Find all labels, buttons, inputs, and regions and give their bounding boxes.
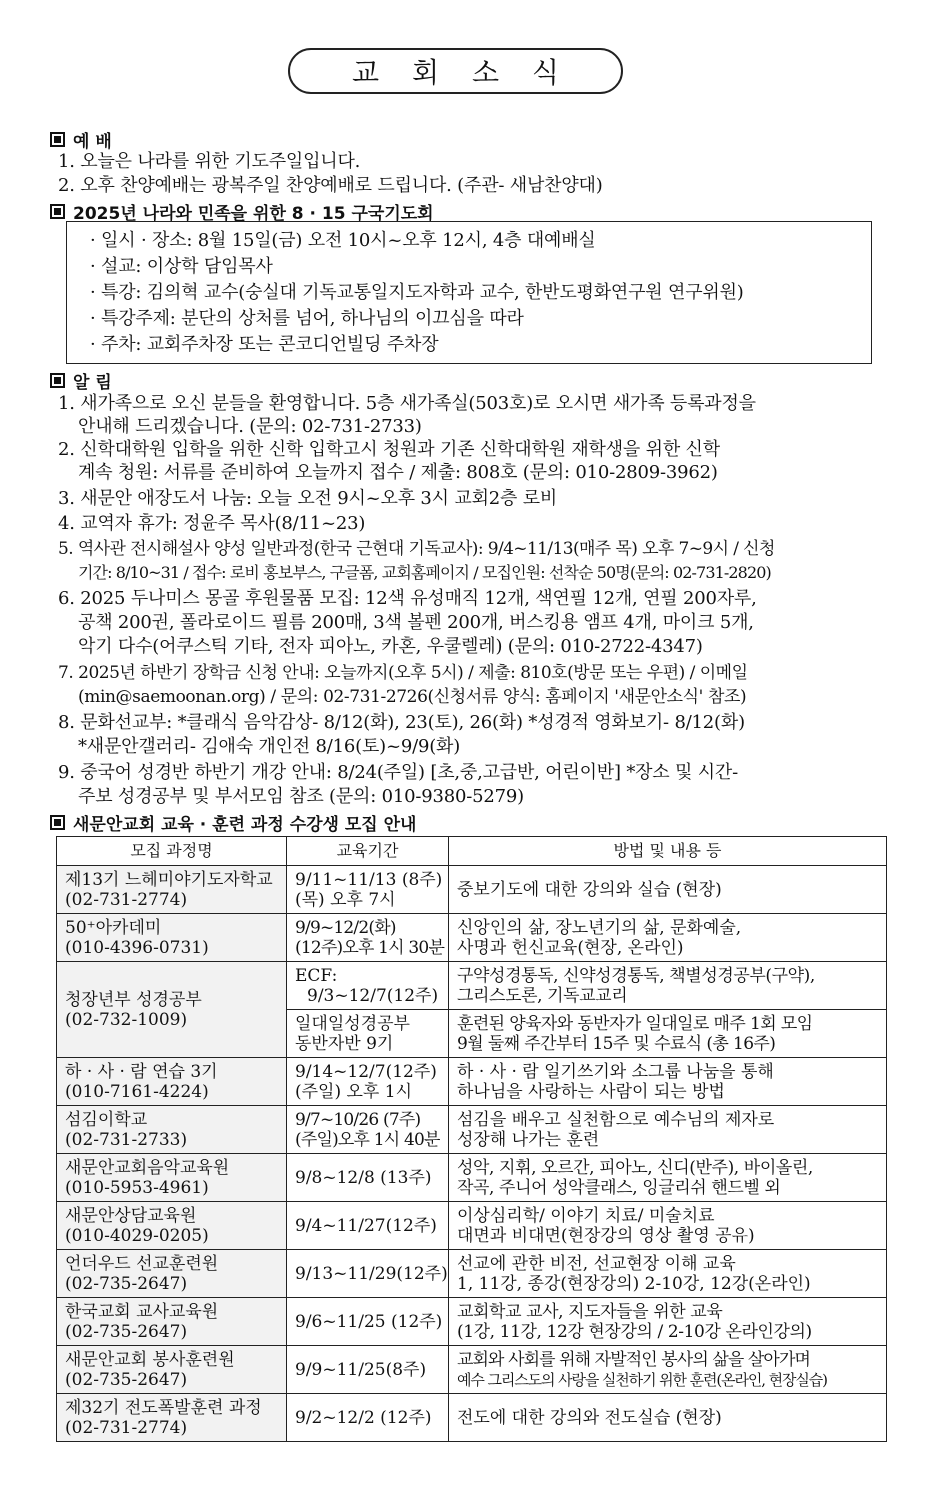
description-cell [449,1106,887,1154]
period-text: 9/2~12/2 (12주) [295,1407,432,1428]
course-contact: (02-731-2733) [65,1129,188,1150]
notice-line: 기간: 8/10~31 / 접수: 로비 홍보부스, 구글폼, 교회홈페이지 / 모집인원: 선착순 50명(문의: 02-731-2820) [78,563,771,582]
course-name: 새문안상담교육원 [65,1205,197,1226]
table-row [57,1202,887,1250]
notice-line: 1. 새가족으로 오신 분들을 환영합니다. 5층 새가족실(503호)로 오시면 새가족 등록과정을 [58,393,756,414]
section-heading-text: 새문안교회 교육 · 훈련 과정 수강생 모집 안내 [73,815,417,835]
education-table [56,836,887,1442]
description-text: 구약성경통독, 신약성경통독, 책별성경공부(구약), [457,965,815,986]
period-cell [287,1010,449,1058]
column-header: 모집 과정명 [57,837,287,866]
period-text: 일대일성경공부 [295,1013,410,1034]
course-name: 한국교회 교사교육원 [65,1301,219,1322]
period-text: ECF: [295,965,338,986]
notice-line: 5. 역사관 전시해설사 양성 일반과정(한국 근현대 기독교사): 9/4~11/13(매주 목) 오후 7~9시 / 신청 [58,539,775,559]
course-contact: (010-4396-0731) [65,937,209,958]
section-heading-text: 예 배 [73,132,112,152]
worship-item: 2. 오후 찬양예배는 광복주일 찬양예배로 드립니다. (주관- 새남찬양대) [58,175,603,196]
course-name-cell [57,1058,287,1106]
period-cell [287,1346,449,1394]
period-text: 9/7~10/26 (7주) [295,1109,421,1130]
description-cell [449,1154,887,1202]
period-text: 9/11~11/13 (8주) [295,869,443,890]
description-text: 9월 둘째 주간부터 15주 및 수료식 (총 16주) [457,1033,776,1054]
notice-line: 3. 새문안 애장도서 나눔: 오늘 오전 9시~오후 3시 교회2층 로비 [58,488,558,509]
prayer-item: · 주차: 교회주차장 또는 콘코디언빌딩 주차장 [90,334,439,355]
course-name-cell [57,866,287,914]
period-cell [287,1202,449,1250]
course-name: 제32기 전도폭발훈련 과정 [65,1397,262,1418]
description-cell [449,1250,887,1298]
course-name-cell [57,1250,287,1298]
description-cell [449,1010,887,1058]
section-heading-text: 알 림 [73,373,112,393]
description-text: 성장해 나가는 훈련 [457,1129,600,1150]
section-worship-heading [50,127,112,152]
course-contact: (010-5953-4961) [65,1177,209,1198]
table-row [57,1154,887,1202]
column-header: 교육기간 [287,837,449,866]
table-row [57,1346,887,1394]
section-education-heading [50,810,416,835]
period-text: 동반자반 9기 [295,1033,394,1054]
prayer-item: · 일시 · 장소: 8월 15일(금) 오전 10시~오후 12시, 4층 대예배실 [90,230,596,251]
course-name-cell [57,1298,287,1346]
description-text: 선교에 관한 비전, 선교현장 이해 교육 [457,1253,736,1274]
section-heading-text: 2025년 나라와 민족을 위한 8 · 15 구국기도회 [73,204,434,224]
description-text: 성악, 지휘, 오르간, 피아노, 신디(반주), 바이올린, [457,1157,813,1178]
course-contact: (02-735-2647) [65,1273,188,1294]
period-cell [287,1154,449,1202]
notice-line: 6. 2025 두나미스 몽골 후원물품 모집: 12색 유성매직 12개, 색연필 12개, 연필 200자루, [58,588,757,609]
course-name: 새문안교회 봉사훈련원 [65,1349,235,1370]
description-cell [449,866,887,914]
section-notice-heading [50,368,112,393]
description-text: 작곡, 주니어 성악클래스, 잉글리쉬 핸드벨 외 [457,1177,781,1198]
square-bullet-icon [50,373,65,388]
page-title: 교 회 소 식 [352,56,571,89]
column-header: 방법 및 내용 등 [449,837,887,866]
period-text: (주일) 오후 1시 [295,1081,412,1102]
period-text: 9/13~11/29(12주) [295,1263,448,1284]
period-text: 9/14~12/7(12주) [295,1061,437,1082]
description-text: 하 · 사 · 람 일기쓰기와 소그룹 나눔을 통해 [457,1061,774,1082]
period-text: (목) 오후 7시 [295,889,396,910]
course-name-cell [57,1154,287,1202]
course-contact: (010-7161-4224) [65,1081,209,1102]
notice-line: 공책 200권, 폴라로이드 필름 200매, 3색 볼펜 200개, 버스킹용 앰프 4개, 마이크 5개, [78,612,754,633]
period-text: 9/6~11/25 (12주) [295,1311,443,1332]
notice-line: 주보 성경공부 및 부서모임 참조 (문의: 010-9380-5279) [78,786,524,807]
period-cell [287,1394,449,1442]
description-text: 교회와 사회를 위해 자발적인 봉사의 삶을 살아가며 [457,1349,810,1370]
period-cell [287,1058,449,1106]
description-text: (1강, 11강, 12강 현장강의 / 2-10강 온라인강의) [457,1321,812,1342]
course-name-cell [57,1106,287,1154]
description-cell [449,1394,887,1442]
description-text: 중보기도에 대한 강의와 실습 (현장) [457,879,722,900]
table-row [57,1298,887,1346]
notice-line: *새문안갤러리- 김애숙 개인전 8/16(토)~9/9(화) [78,736,461,757]
table-row [57,1106,887,1154]
prayer-item: · 설교: 이상학 담임목사 [90,256,273,277]
table-row [57,1250,887,1298]
table-header-row [57,837,887,866]
period-cell [287,1250,449,1298]
course-contact: (02-731-2774) [65,889,188,910]
course-name-cell [57,962,287,1058]
course-name: 청장년부 성경공부 [65,989,202,1010]
course-name: 섬김이학교 [65,1109,148,1130]
table-row [57,866,887,914]
description-cell [449,914,887,962]
period-text: (주일)오후 1시 40분 [295,1129,440,1150]
description-text: 이상심리학/ 이야기 치료/ 미술치료 [457,1205,715,1226]
page-title-frame [288,48,623,94]
notice-line: 계속 청원: 서류를 준비하여 오늘까지 접수 / 제출: 808호 (문의: 010-2809-3962) [78,462,718,483]
period-cell [287,914,449,962]
square-bullet-icon [50,204,65,219]
worship-item: 1. 오늘은 나라를 위한 기도주일입니다. [58,151,361,172]
course-name-cell [57,1394,287,1442]
description-text: 대면과 비대면(현장강의 영상 촬영 공유) [457,1225,755,1246]
notice-line: (min@saemoonan.org) / 문의: 02-731-2726(신청서류 양식: 홈페이지 '새문안소식' 참조) [78,687,747,707]
notice-line: 9. 중국어 성경반 하반기 개강 안내: 8/24(주일) [초,중,고급반, 어린이반] *장소 및 시간- [58,762,738,783]
description-text: 전도에 대한 강의와 전도실습 (현장) [457,1407,722,1428]
notice-line: 4. 교역자 휴가: 정윤주 목사(8/11~23) [58,513,366,534]
description-cell [449,1346,887,1394]
notice-line: 악기 다수(어쿠스틱 기타, 전자 피아노, 카혼, 우쿨렐레) (문의: 010-2722-4347) [78,636,703,657]
course-name-cell [57,1202,287,1250]
course-name: 하 · 사 · 람 연습 3기 [65,1061,218,1082]
period-text: 9/3~12/7(12주) [307,985,439,1006]
description-cell [449,1058,887,1106]
prayer-item: · 특강: 김의혁 교수(숭실대 기독교통일지도자학과 교수, 한반도평화연구원 연구위원) [90,282,744,303]
description-text: 예수 그리스도의 사랑을 실천하기 위한 훈련(온라인, 현장실습) [457,1370,827,1389]
course-name: 50⁺아카데미 [65,917,162,938]
square-bullet-icon [50,815,65,830]
course-name-cell [57,1346,287,1394]
period-cell [287,962,449,1010]
notice-line: 2. 신학대학원 입학을 위한 신학 입학고시 청원과 기존 신학대학원 재학생을 위한 신학 [58,439,720,460]
description-cell [449,1202,887,1250]
period-cell [287,1106,449,1154]
period-text: 9/8~12/8 (13주) [295,1167,432,1188]
description-cell [449,962,887,1010]
table-row [57,914,887,962]
description-text: 훈련된 양육자와 동반자가 일대일로 매주 1회 모임 [457,1013,813,1034]
course-contact: (02-735-2647) [65,1369,188,1390]
description-cell [449,1298,887,1346]
notice-line: 7. 2025년 하반기 장학금 신청 안내: 오늘까지(오후 5시) / 제출: 810호(방문 또는 우편) / 이메일 [58,663,748,683]
course-contact: (02-732-1009) [65,1009,188,1030]
table-row [57,962,887,1010]
period-text: 9/9~12/2(화) [295,917,396,938]
description-text: 하나님을 사랑하는 사람이 되는 방법 [457,1081,725,1102]
table-row [57,1058,887,1106]
period-text: (12주)오후 1시 30분 [295,937,445,958]
course-contact: (02-735-2647) [65,1321,188,1342]
description-text: 사명과 헌신교육(현장, 온라인) [457,937,684,958]
course-name: 새문안교회음악교육원 [65,1157,230,1178]
description-text: 신앙인의 삶, 장노년기의 삶, 문화예술, [457,917,742,938]
period-text: 9/9~11/25(8주) [295,1359,427,1380]
description-text: 1, 11강, 종강(현장강의) 2-10강, 12강(온라인) [457,1273,811,1294]
course-contact: (010-4029-0205) [65,1225,209,1246]
course-contact: (02-731-2774) [65,1417,188,1438]
course-name-cell [57,914,287,962]
description-text: 섬김을 배우고 실천함으로 예수님의 제자로 [457,1109,775,1130]
description-text: 교회학교 교사, 지도자들을 위한 교육 [457,1301,723,1322]
period-cell [287,1298,449,1346]
period-text: 9/4~11/27(12주) [295,1215,437,1236]
square-bullet-icon [50,132,65,147]
table-row [57,1394,887,1442]
course-name: 제13기 느헤미야기도자학교 [65,869,273,890]
notice-line: 8. 문화선교부: *클래식 음악감상- 8/12(화), 23(토), 26(화) *성경적 영화보기- 8/12(화) [58,712,745,733]
course-name: 언더우드 선교훈련원 [65,1253,219,1274]
description-text: 그리스도론, 기독교교리 [457,985,628,1006]
notice-line: 안내해 드리겠습니다. (문의: 02-731-2733) [78,416,422,437]
period-cell [287,866,449,914]
prayer-item: · 특강주제: 분단의 상처를 넘어, 하나님의 이끄심을 따라 [90,308,524,329]
